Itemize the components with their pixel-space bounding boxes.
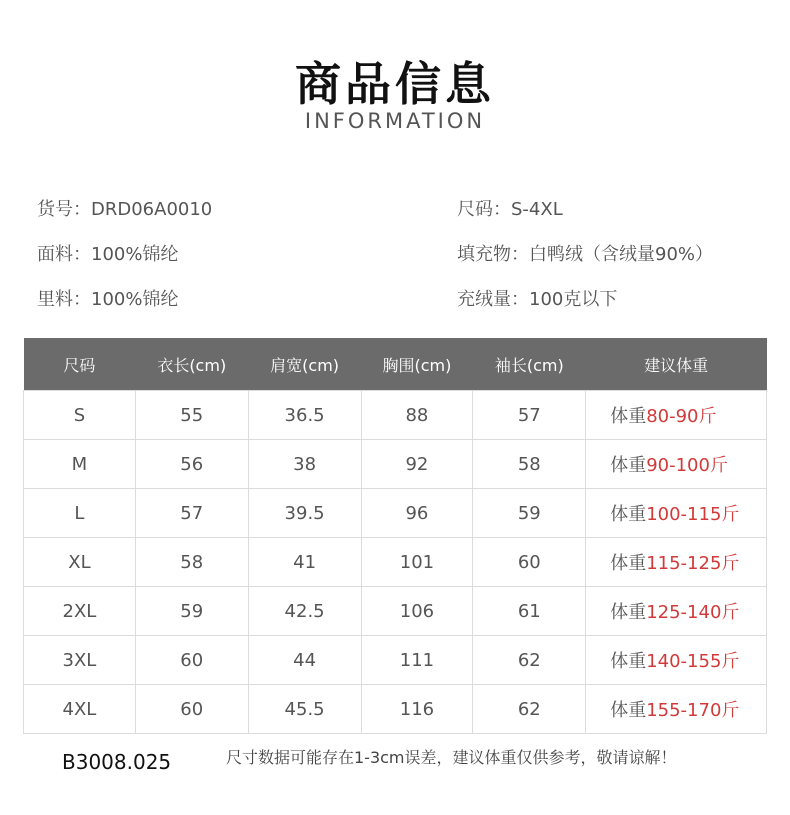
- weight-range: 140-155斤: [646, 651, 740, 672]
- cell-chest: 106: [361, 587, 473, 636]
- cell-weight: [586, 587, 767, 636]
- cell-size: 3XL: [24, 636, 136, 685]
- cell-chest: 111: [361, 636, 473, 685]
- weight-prefix: 体重: [610, 553, 647, 574]
- cell-sleeve: 62: [473, 636, 586, 685]
- table-row: [24, 685, 767, 734]
- cell-length: 58: [135, 538, 248, 587]
- size-table-header-row: [24, 338, 767, 391]
- disclaimer-note: 尺寸数据可能存在1-3cm误差，建议体重仅供参考，敬请谅解！: [226, 748, 677, 767]
- table-row: [24, 440, 767, 489]
- cell-size: S: [24, 391, 136, 440]
- weight-prefix: 体重: [610, 700, 647, 721]
- weight-prefix: 体重: [610, 406, 647, 427]
- cell-weight: [586, 489, 767, 538]
- cell-length: 59: [135, 587, 248, 636]
- weight-range: 80-90斤: [646, 406, 717, 427]
- weight-range: 115-125斤: [646, 553, 740, 574]
- header-length: 衣长(cm): [135, 338, 248, 391]
- cell-shoulder: 41: [248, 538, 361, 587]
- header-size: 尺码: [24, 338, 136, 391]
- weight-prefix: 体重: [610, 602, 647, 623]
- size-table: [23, 338, 767, 734]
- cell-sleeve: 62: [473, 685, 586, 734]
- info-item-sku: 货号：DRD06A0010: [37, 199, 213, 220]
- header-weight: 建议体重: [586, 338, 767, 391]
- cell-length: 55: [135, 391, 248, 440]
- cell-size: 4XL: [24, 685, 136, 734]
- cell-weight: [586, 685, 767, 734]
- cell-size: L: [24, 489, 136, 538]
- cell-length: 57: [135, 489, 248, 538]
- table-row: [24, 636, 767, 685]
- cell-length: 60: [135, 636, 248, 685]
- cell-chest: 96: [361, 489, 473, 538]
- table-row: [24, 391, 767, 440]
- cell-size: M: [24, 440, 136, 489]
- cell-size: 2XL: [24, 587, 136, 636]
- product-code: B3008.025: [62, 750, 172, 774]
- weight-range: 100-115斤: [646, 504, 740, 525]
- cell-size: XL: [24, 538, 136, 587]
- table-row: [24, 538, 767, 587]
- weight-prefix: 体重: [610, 651, 647, 672]
- cell-shoulder: 39.5: [248, 489, 361, 538]
- table-row: [24, 587, 767, 636]
- info-item-fabric: 面料：100%锦纶: [37, 244, 179, 265]
- cell-shoulder: 45.5: [248, 685, 361, 734]
- cell-chest: 116: [361, 685, 473, 734]
- cell-sleeve: 59: [473, 489, 586, 538]
- cell-sleeve: 58: [473, 440, 586, 489]
- cell-sleeve: 57: [473, 391, 586, 440]
- info-item-size-range: 尺码：S-4XL: [457, 199, 563, 220]
- weight-range: 90-100斤: [646, 455, 728, 476]
- header-shoulder: 肩宽(cm): [248, 338, 361, 391]
- page-title: 商品信息: [295, 57, 495, 111]
- cell-shoulder: 36.5: [248, 391, 361, 440]
- weight-range: 155-170斤: [646, 700, 740, 721]
- info-item-filling: 填充物：白鸭绒（含绒量90%）: [457, 244, 714, 265]
- cell-chest: 101: [361, 538, 473, 587]
- info-item-fill-weight: 充绒量：100克以下: [457, 289, 618, 310]
- cell-shoulder: 44: [248, 636, 361, 685]
- cell-weight: [586, 636, 767, 685]
- weight-range: 125-140斤: [646, 602, 740, 623]
- cell-sleeve: 61: [473, 587, 586, 636]
- cell-sleeve: 60: [473, 538, 586, 587]
- cell-chest: 92: [361, 440, 473, 489]
- header-chest: 胸围(cm): [361, 338, 473, 391]
- cell-weight: [586, 391, 767, 440]
- cell-shoulder: 38: [248, 440, 361, 489]
- cell-length: 60: [135, 685, 248, 734]
- table-row: [24, 489, 767, 538]
- cell-weight: [586, 538, 767, 587]
- info-item-lining: 里料：100%锦纶: [37, 289, 179, 310]
- cell-chest: 88: [361, 391, 473, 440]
- cell-weight: [586, 440, 767, 489]
- header-sleeve: 袖长(cm): [473, 338, 586, 391]
- weight-prefix: 体重: [610, 455, 647, 476]
- cell-shoulder: 42.5: [248, 587, 361, 636]
- cell-length: 56: [135, 440, 248, 489]
- page-subtitle: INFORMATION: [304, 109, 486, 133]
- weight-prefix: 体重: [610, 504, 647, 525]
